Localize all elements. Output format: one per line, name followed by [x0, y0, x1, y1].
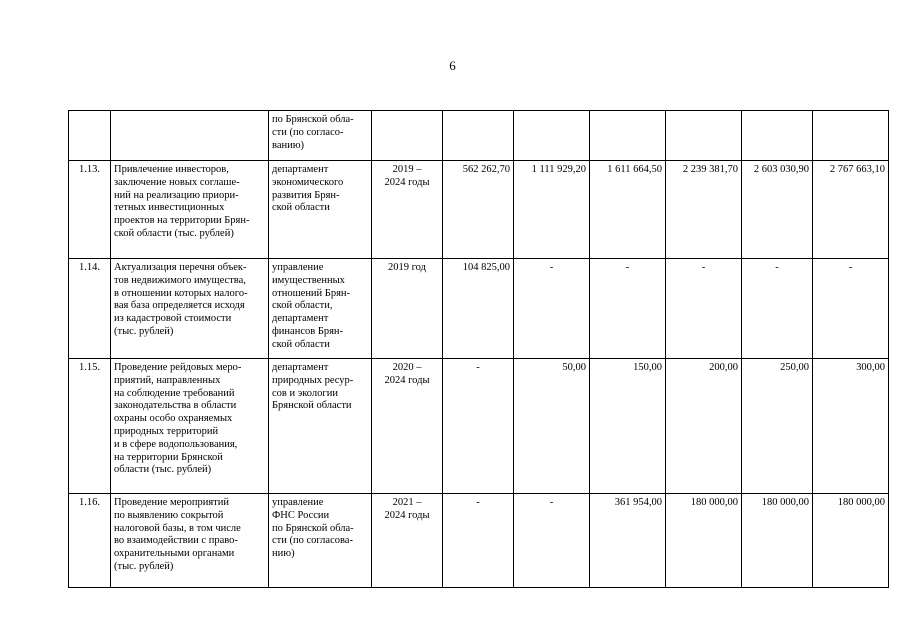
value-cell [514, 111, 590, 161]
value-cell-text: - [701, 262, 706, 273]
value-cell [514, 161, 590, 259]
responsible-executor-cell [269, 161, 372, 259]
value-cell [590, 494, 666, 588]
value-cell [813, 161, 889, 259]
measure-description-cell [111, 111, 269, 161]
measures-table [68, 110, 889, 588]
row-number-cell [69, 111, 111, 161]
period-cell [372, 111, 443, 161]
value-cell-text: 150,00 [633, 362, 662, 373]
value-cell-text: 2 603 030,90 [753, 164, 809, 175]
value-cell [813, 111, 889, 161]
value-cell-text: 361 954,00 [614, 497, 662, 508]
period-cell [372, 259, 443, 359]
measure-description-cell-text: Проведение мероприятий по выявлению сокрытой налоговой базы, в том числе во взаимодействии с право- охранительными органами (тыс. рублей) [114, 497, 241, 572]
value-cell-text: 200,00 [709, 362, 738, 373]
table-row [69, 111, 889, 161]
table-row [69, 161, 889, 259]
page-number: 6 [449, 58, 456, 73]
measure-description-cell [111, 161, 269, 259]
period-cell-text: 2019 – 2024 годы [384, 164, 430, 188]
period-cell [372, 494, 443, 588]
value-cell [443, 161, 514, 259]
value-cell-text: - [476, 497, 480, 508]
row-number-cell-text: 1.14. [79, 262, 100, 273]
value-cell [443, 259, 514, 359]
value-cell-text: 2 239 381,70 [682, 164, 738, 175]
value-cell-text: 2 767 663,10 [829, 164, 885, 175]
value-cell [666, 111, 742, 161]
value-cell-text: - [549, 262, 554, 273]
value-cell [813, 259, 889, 359]
value-cell [443, 359, 514, 494]
value-cell [514, 494, 590, 588]
value-cell-text: 300,00 [856, 362, 885, 373]
row-number-cell [69, 494, 111, 588]
value-cell-text: - [625, 262, 630, 273]
value-cell-text: 250,00 [780, 362, 809, 373]
value-cell [742, 161, 813, 259]
table-row [69, 359, 889, 494]
responsible-executor-cell [269, 494, 372, 588]
value-cell-text: - [775, 262, 779, 273]
responsible-executor-cell-text: управление ФНС России по Брянской обла- сти (по согласова- нию) [272, 497, 354, 560]
responsible-executor-cell-text: по Брянской обла- сти (по согласо- ванию) [272, 114, 354, 151]
responsible-executor-cell [269, 359, 372, 494]
period-cell-text: 2020 – 2024 годы [384, 362, 430, 386]
measure-description-cell [111, 494, 269, 588]
value-cell-text: 1 111 929,20 [531, 164, 586, 175]
value-cell [514, 359, 590, 494]
responsible-executor-cell-text: департамент экономического развития Брян- ской области [272, 164, 344, 214]
value-cell-text: - [848, 262, 853, 273]
value-cell-text: 562 262,70 [462, 164, 510, 175]
table-row [69, 259, 889, 359]
period-cell [372, 359, 443, 494]
value-cell-text: - [476, 362, 480, 373]
responsible-executor-cell [269, 111, 372, 161]
value-cell-text: 1 611 664,50 [607, 164, 662, 175]
measure-description-cell [111, 359, 269, 494]
value-cell [590, 259, 666, 359]
value-cell-text: - [549, 497, 554, 508]
value-cell [813, 494, 889, 588]
measure-description-cell-text: Проведение рейдовых меро- приятий, направленных на соблюдение требований законодательства в области охраны особо охраняемых природных территорий и в сфере водопользования, на территории Брянской области (тыс. рублей) [114, 362, 242, 476]
value-cell-text: 180 000,00 [837, 497, 885, 508]
value-cell [742, 259, 813, 359]
responsible-executor-cell-text: департамент природных ресур- сов и экологии Брянской области [272, 362, 354, 412]
value-cell-text: 180 000,00 [690, 497, 738, 508]
row-number-cell [69, 161, 111, 259]
value-cell [813, 359, 889, 494]
measure-description-cell-text: Актуализация перечня объек- тов недвижимого имущества, в отношении которых налого- вая база определяется исходя из кадастровой стоимости (тыс. рублей) [114, 262, 248, 337]
responsible-executor-cell-text: управление имущественных отношений Брян- ской области, департамент финансов Брян- ской области [272, 262, 351, 350]
value-cell [666, 494, 742, 588]
value-cell [742, 359, 813, 494]
row-number-cell-text: 1.16. [79, 497, 100, 508]
value-cell [443, 494, 514, 588]
responsible-executor-cell [269, 259, 372, 359]
table-row [69, 494, 889, 588]
value-cell [590, 111, 666, 161]
row-number-cell [69, 259, 111, 359]
value-cell [742, 494, 813, 588]
measure-description-cell-text: Привлечение инвесторов, заключение новых соглаше- ний на реализацию приори- тетных инвестиционных проектов на территории Брян- ской области (тыс. рублей) [114, 164, 250, 239]
period-cell-text: 2019 год [388, 262, 426, 273]
value-cell [590, 359, 666, 494]
row-number-cell-text: 1.13. [79, 164, 100, 175]
value-cell [666, 259, 742, 359]
value-cell [742, 111, 813, 161]
value-cell [443, 111, 514, 161]
period-cell-text: 2021 – 2024 годы [384, 497, 430, 521]
value-cell [590, 161, 666, 259]
value-cell-text: 104 825,00 [462, 262, 510, 273]
value-cell-text: 180 000,00 [761, 497, 809, 508]
period-cell [372, 161, 443, 259]
measure-description-cell [111, 259, 269, 359]
value-cell [666, 161, 742, 259]
row-number-cell-text: 1.15. [79, 362, 100, 373]
value-cell [514, 259, 590, 359]
value-cell [666, 359, 742, 494]
value-cell-text: 50,00 [562, 362, 586, 373]
row-number-cell [69, 359, 111, 494]
